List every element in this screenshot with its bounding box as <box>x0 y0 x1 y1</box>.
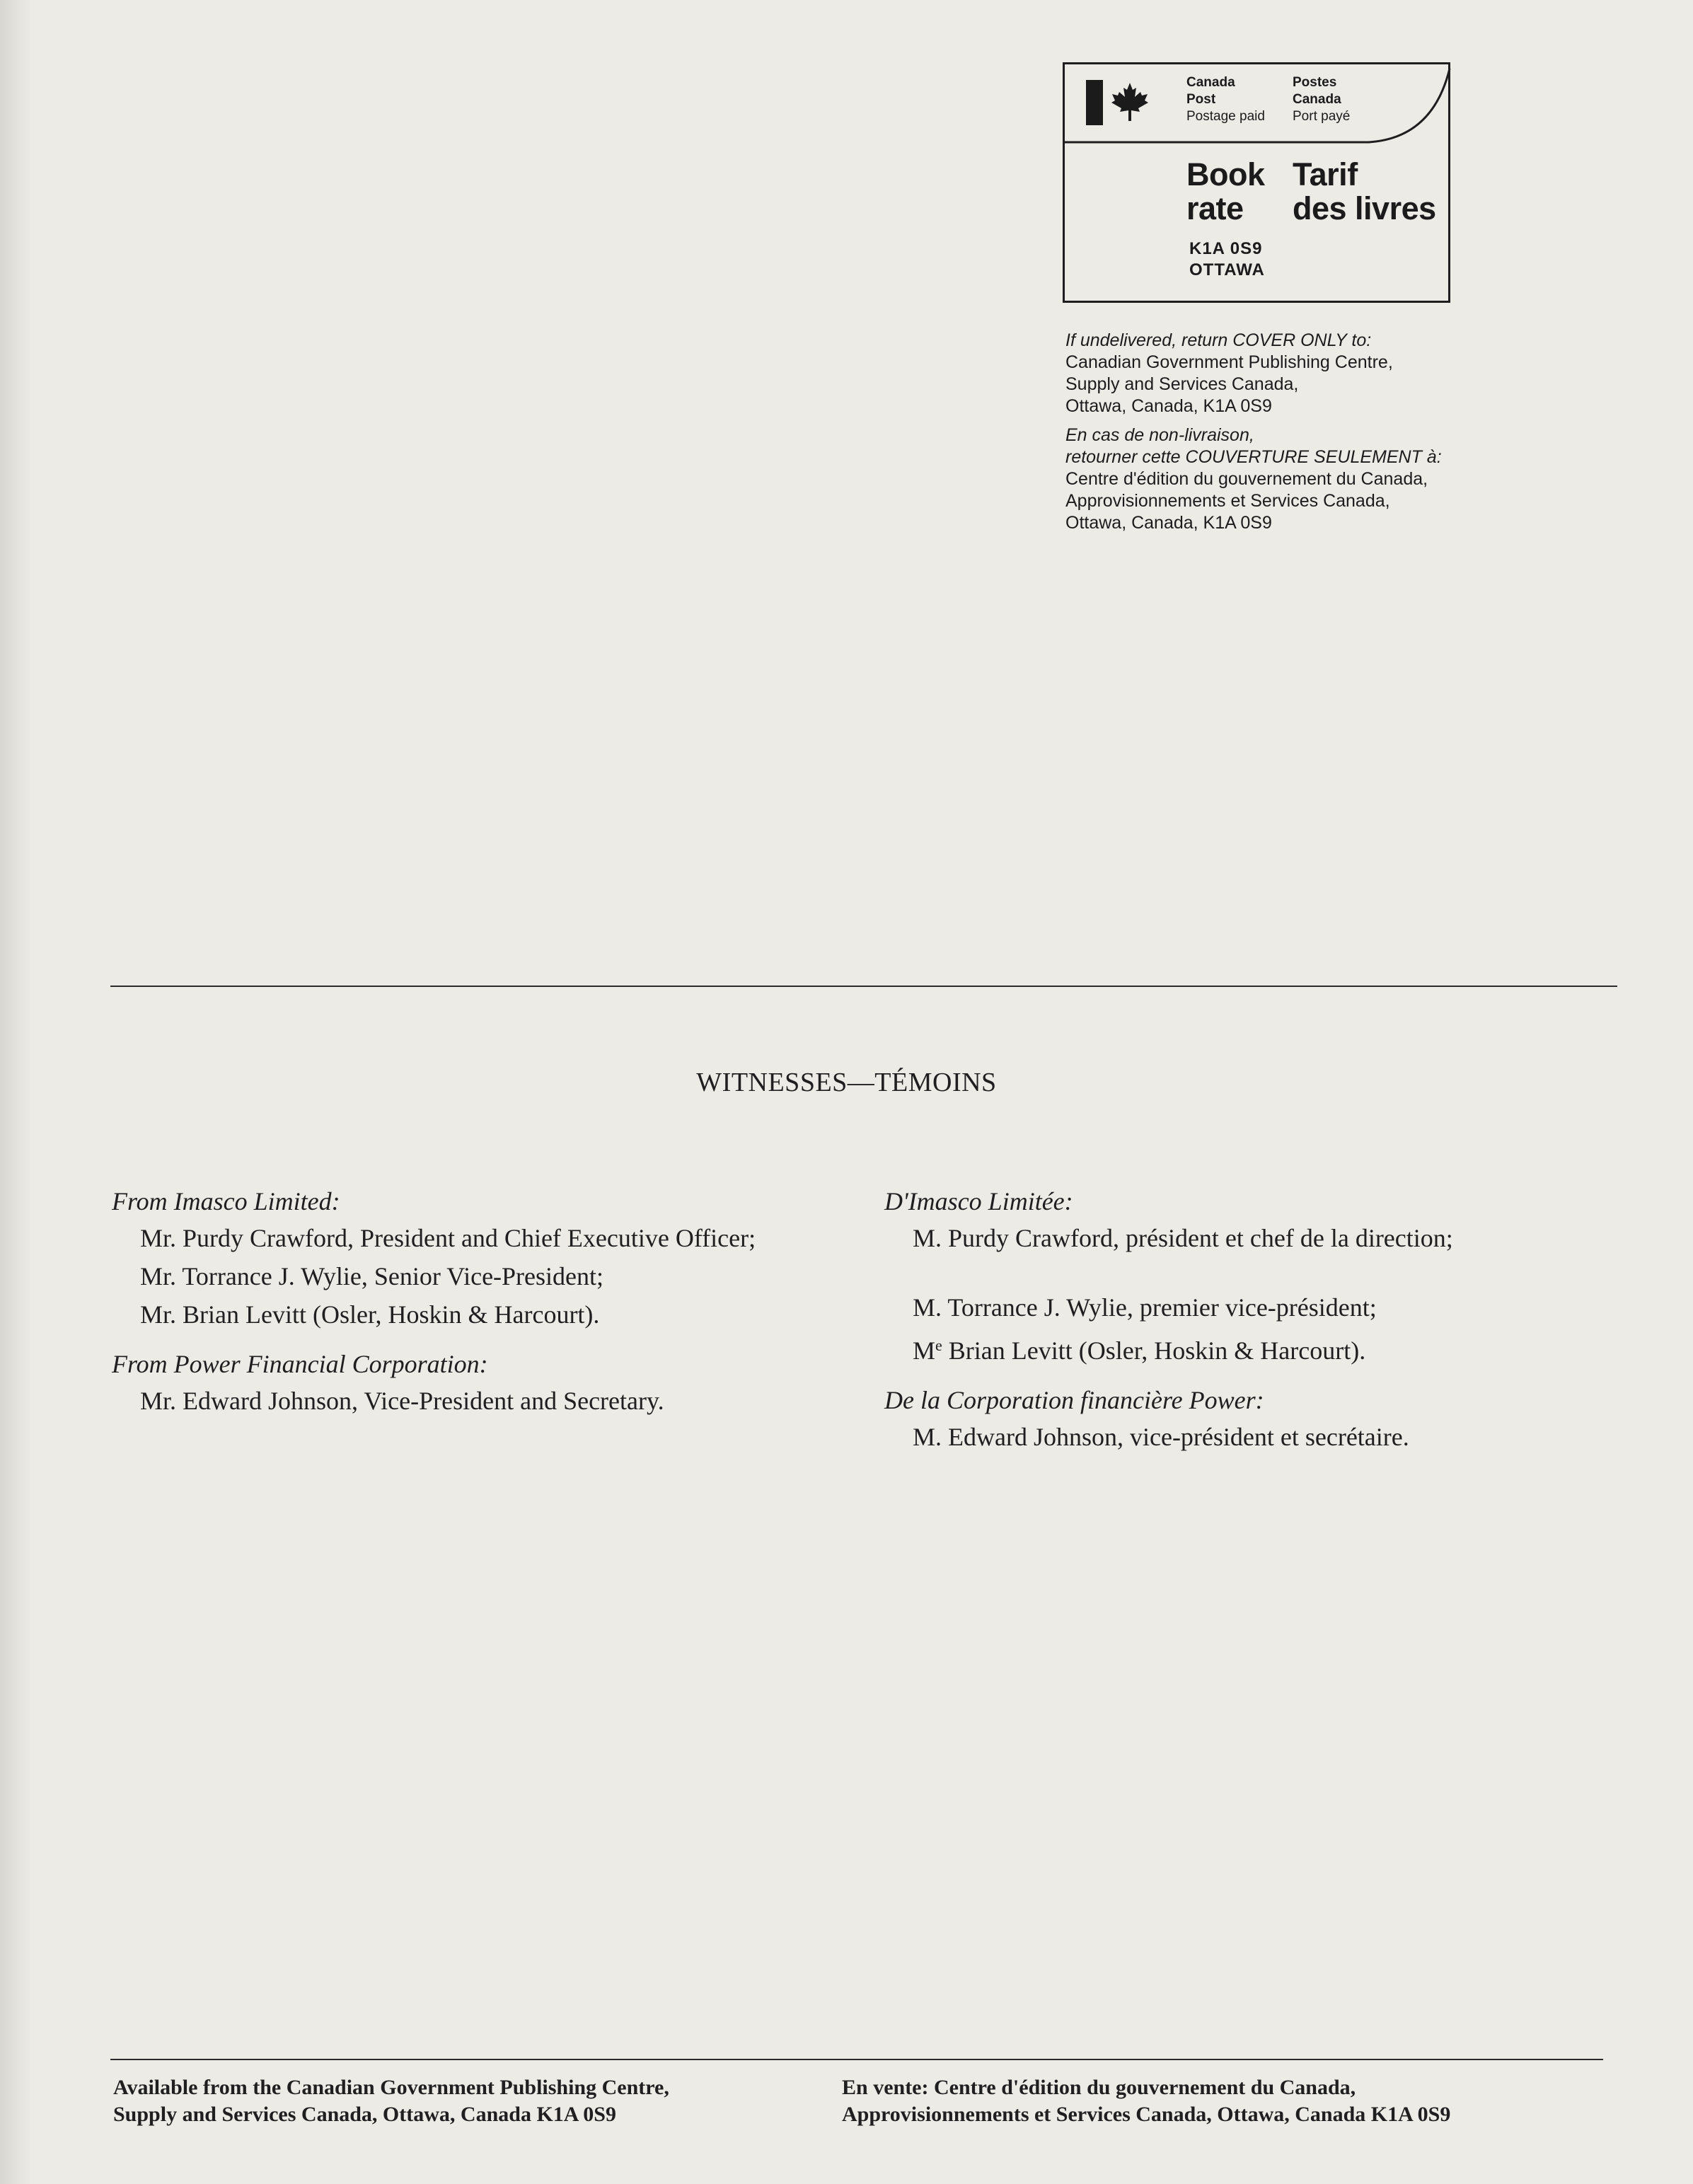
footer-en-line: Supply and Services Canada, Ottawa, Canada K1A 0S9 <box>113 2103 616 2126</box>
indicia-french-header <box>1293 74 1350 125</box>
return-notice-fr-line: Ottawa, Canada, K1A 0S9 <box>1065 513 1272 533</box>
footer-en-line: Available from the Canadian Government Publishing Centre, <box>113 2076 669 2099</box>
indicia-en-line3: Postage paid <box>1186 109 1265 124</box>
section-divider <box>110 986 1617 987</box>
footer-divider <box>110 2059 1603 2060</box>
book-rate-en-line1: Book <box>1186 156 1265 192</box>
indicia-fr-line3: Port payé <box>1293 109 1351 124</box>
indicia-fr-line2: Canada <box>1293 92 1341 107</box>
book-rate-en-line2: rate <box>1186 190 1244 226</box>
return-notice-fr-line: Approvisionnements et Services Canada, <box>1065 491 1390 511</box>
witness-entry: M. Torrance J. Wylie, premier vice-président; <box>913 1293 1377 1322</box>
witness-entry: M. Purdy Crawford, président et chef de la direction; <box>913 1224 1453 1252</box>
organization-name: From Imasco Limited: <box>112 1187 340 1215</box>
return-notice <box>1065 330 1603 534</box>
witness-name: Brian Levitt (Osler, Hoskin & Harcourt). <box>948 1336 1366 1365</box>
footer-availability-english <box>113 2074 669 2128</box>
witness-group-imasco-en <box>112 1186 855 1330</box>
indicia-fr-line1: Postes <box>1293 75 1337 90</box>
return-notice-fr-line: retourner cette COUVERTURE SEULEMENT à: <box>1065 447 1442 467</box>
indicia-postal-code: K1A 0S9 <box>1189 239 1263 258</box>
witness-entry: Mr. Brian Levitt (Osler, Hoskin & Harcourt). <box>140 1300 600 1329</box>
indicia-header <box>1065 64 1448 144</box>
witnesses-french-column <box>884 1186 1606 1471</box>
organization-name: De la Corporation financière Power: <box>884 1386 1264 1414</box>
return-notice-en-line: Canadian Government Publishing Centre, <box>1065 352 1393 372</box>
footer-fr-line: Approvisionnements et Services Canada, Ottawa, Canada K1A 0S9 <box>842 2103 1451 2126</box>
witness-entry: Mr. Torrance J. Wylie, Senior Vice-President; <box>140 1262 604 1290</box>
return-notice-en-line: If undelivered, return COVER ONLY to: <box>1065 330 1372 350</box>
book-rate-fr-line1: Tarif <box>1293 156 1358 192</box>
honorific-prefix: M <box>913 1336 936 1365</box>
indicia-english-header <box>1186 74 1265 125</box>
return-notice-en-line: Supply and Services Canada, <box>1065 374 1299 394</box>
book-rate-fr-line2: des livres <box>1293 190 1436 226</box>
return-notice-fr-line: En cas de non-livraison, <box>1065 425 1254 445</box>
footer-availability-french <box>842 2074 1450 2128</box>
witness-group-power-en <box>112 1348 855 1416</box>
witness-entry: Mr. Purdy Crawford, President and Chief Executive Officer; <box>140 1224 756 1252</box>
indicia-en-line2: Post <box>1186 92 1216 107</box>
maple-leaf-icon <box>1109 80 1151 122</box>
witness-group-power-fr <box>884 1385 1606 1452</box>
postage-indicia <box>1063 62 1450 303</box>
witness-entry: Mr. Edward Johnson, Vice-President and Secretary. <box>140 1387 664 1415</box>
book-rate-french <box>1293 158 1436 226</box>
witnesses-english-column <box>112 1186 855 1435</box>
witnesses-heading: WITNESSES—TÉMOINS <box>696 1068 997 1097</box>
return-notice-spacer <box>1065 417 1603 424</box>
flag-bar-icon <box>1086 80 1103 125</box>
footer-fr-line: En vente: Centre d'édition du gouvernement du Canada, <box>842 2076 1356 2099</box>
organization-name: From Power Financial Corporation: <box>112 1350 488 1378</box>
return-notice-en-line: Ottawa, Canada, K1A 0S9 <box>1065 396 1272 416</box>
return-notice-fr-line: Centre d'édition du gouvernement du Canada, <box>1065 469 1428 489</box>
indicia-en-line1: Canada <box>1186 75 1235 90</box>
indicia-city: OTTAWA <box>1189 260 1265 279</box>
honorific-superscript: e <box>935 1336 942 1354</box>
book-rate-english <box>1186 158 1265 226</box>
witness-entry <box>884 1330 1606 1366</box>
witness-group-imasco-fr <box>884 1186 1606 1366</box>
witness-entry: M. Edward Johnson, vice-président et secrétaire. <box>913 1423 1409 1451</box>
indicia-address <box>1189 238 1265 281</box>
organization-name: D'Imasco Limitée: <box>884 1187 1073 1215</box>
